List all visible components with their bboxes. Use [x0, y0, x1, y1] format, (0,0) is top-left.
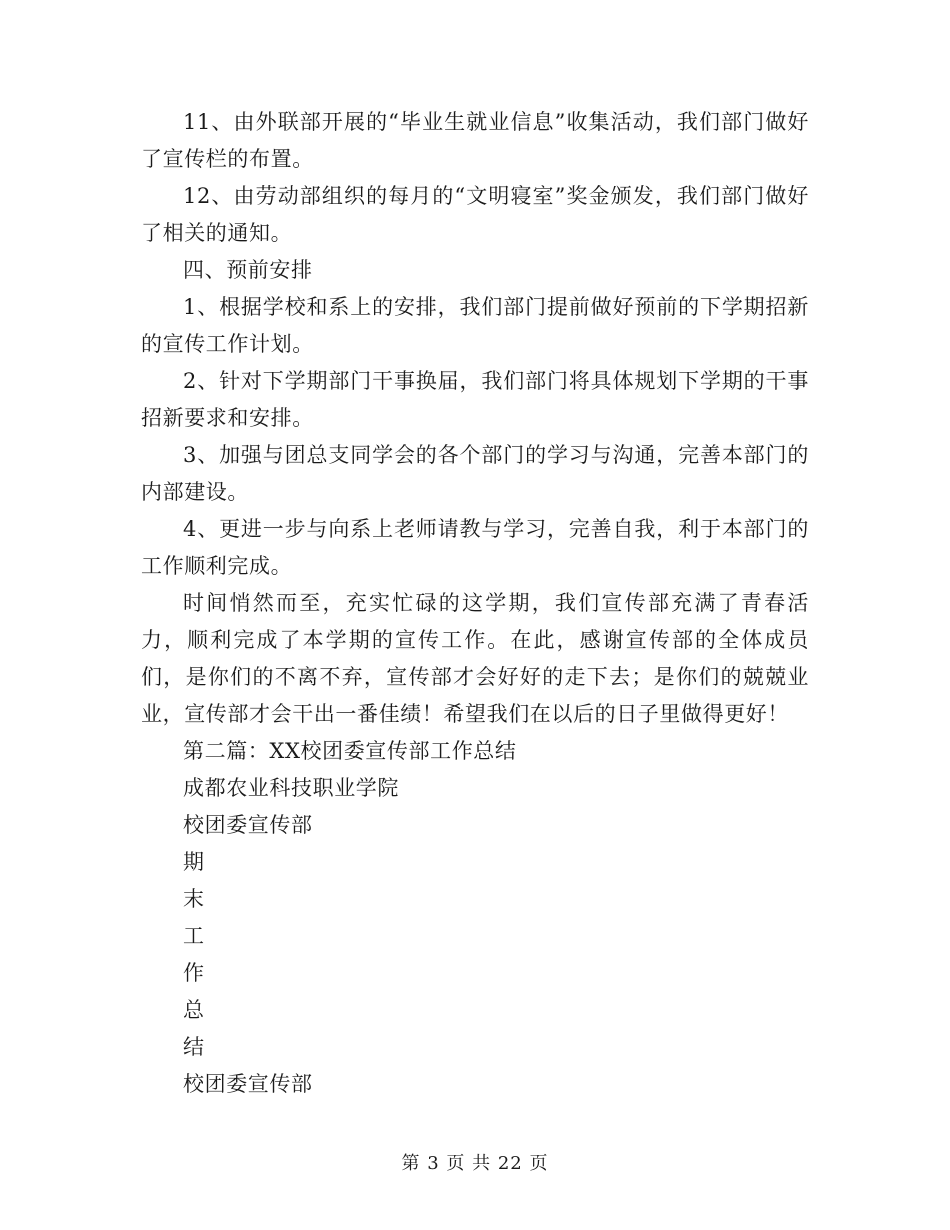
section-heading-advance-arrangement: 四、预前安排: [183, 258, 313, 282]
document-body: [141, 104, 809, 1103]
paragraph-conclusion: 时间悄然而至，充实忙碌的这学期，我们宣传部充满了青春活力，顺利完成了本学期的宣传工作。在此，感谢宣传部的全体成员们，是你们的不离不弃，宣传部才会好好的走下去；是你们的兢兢业业，宣传部才会干出一番佳绩！希望我们在以后的日子里做得更好！: [141, 591, 809, 726]
paragraph-plan-2: 2、针对下学期部门干事换届，我们部门将具体规划下学期的干事招新要求和安排。: [141, 369, 809, 430]
vertical-title-char: 结: [183, 1035, 205, 1059]
vertical-title-char: 总: [183, 998, 205, 1022]
vertical-title-char: 末: [183, 887, 205, 911]
paragraph-plan-3: 3、加强与团总支同学会的各个部门的学习与沟通，完善本部门的内部建设。: [141, 443, 809, 504]
paragraph-plan-4: 4、更进一步与向系上老师请教与学习，完善自我，利于本部门的工作顺利完成。: [141, 517, 809, 578]
vertical-title-char: 期: [183, 850, 205, 874]
paragraph-item-11: 11、由外联部开展的“毕业生就业信息”收集活动，我们部门做好了宣传栏的布置。: [141, 110, 809, 171]
school-name: 成都农业科技职业学院: [183, 776, 399, 800]
page-number-footer: 第 3 页 共 22 页: [401, 1153, 549, 1174]
paragraph-plan-1: 1、根据学校和系上的安排，我们部门提前做好预前的下学期招新的宣传工作计划。: [141, 295, 809, 356]
vertical-title-char: 作: [183, 961, 205, 985]
department-name-repeat: 校团委宣传部: [183, 1072, 313, 1096]
chapter-title: 第二篇：XX校团委宣传部工作总结: [183, 739, 517, 763]
vertical-title-char: 工: [183, 924, 205, 948]
department-name: 校团委宣传部: [183, 813, 313, 837]
paragraph-item-12: 12、由劳动部组织的每月的“文明寝室”奖金颁发，我们部门做好了相关的通知。: [141, 184, 809, 245]
